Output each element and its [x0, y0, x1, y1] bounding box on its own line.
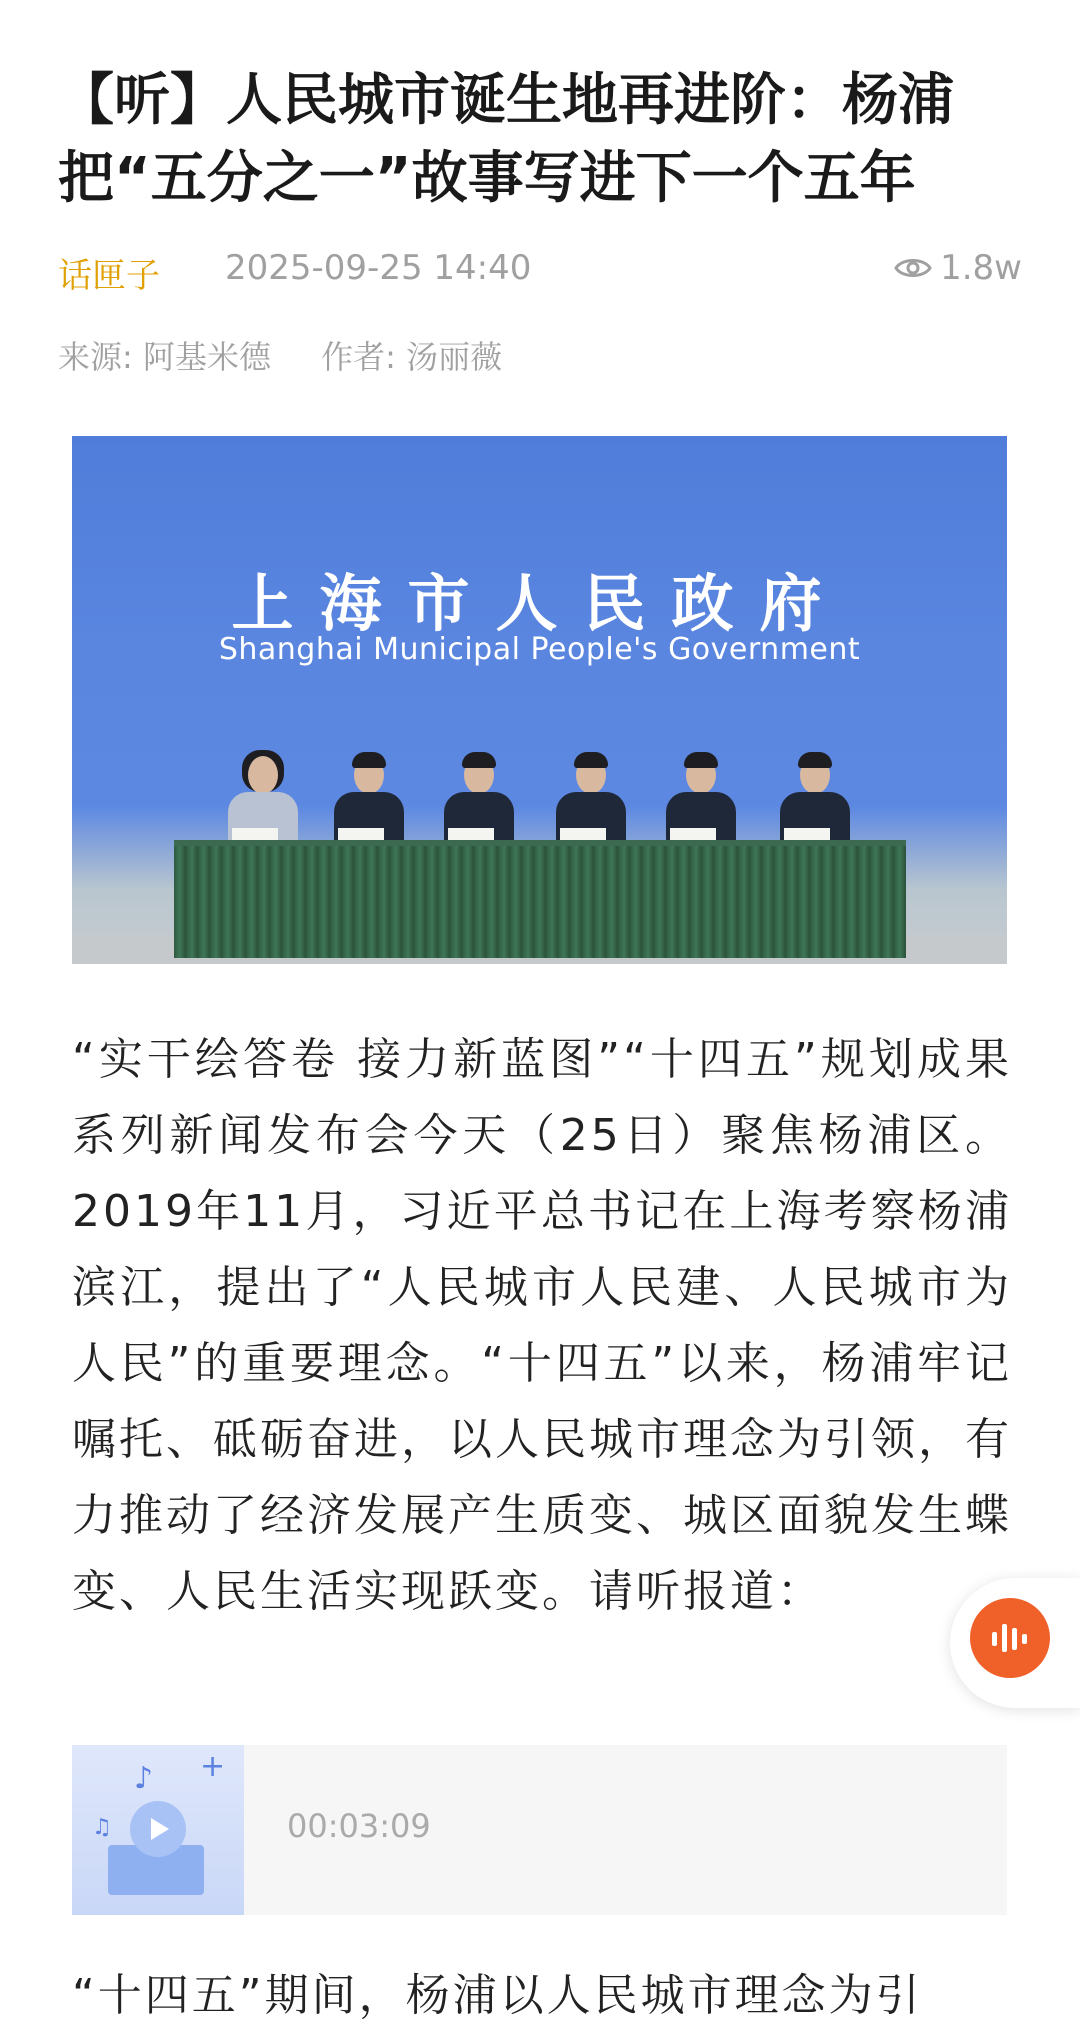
- audio-thumbnail[interactable]: [72, 1745, 244, 1915]
- channel-name[interactable]: 话匣子: [58, 256, 160, 296]
- audio-player[interactable]: [72, 1745, 1007, 1915]
- source-text: 来源: 阿基米德: [58, 338, 271, 376]
- music-note-icon: ♫: [92, 1815, 112, 1840]
- article-title: 【听】人民城市诞生地再进阶：杨浦把“五分之一”故事写进下一个五年: [58, 68, 954, 211]
- eye-icon: [894, 254, 932, 282]
- play-icon[interactable]: [130, 1801, 186, 1857]
- banner-title: 上海市人民政府: [231, 567, 848, 640]
- article-body: “实干绘答卷 接力新蓝图”“十四五”规划成果系列新闻发布会今天（25日）聚焦杨浦区。2019年11月，习近平总书记在上海考察杨浦滨江，提出了“人民城市人民建、人民城市为人民”的重要理念。“十四五”以来，杨浦牢记嘱托、砥砺奋进，以人民城市理念为引领，有力推动了经济发展产生质变、城区面貌发生蝶变、人民生活实现跃变。请听报道：: [72, 1034, 1012, 1617]
- view-count: [894, 248, 1022, 288]
- conference-table: [174, 840, 906, 958]
- view-count-value: 1.8w: [940, 248, 1022, 288]
- publish-time: 2025-09-25 14:40: [225, 248, 532, 288]
- article-meta: [58, 248, 1022, 298]
- author-text: 作者: 汤丽薇: [321, 338, 503, 376]
- banner-subtitle: Shanghai Municipal People's Government: [218, 632, 861, 667]
- music-note-icon: ♪: [134, 1761, 154, 1796]
- plus-icon: +: [200, 1749, 226, 1784]
- article-body-continued: “十四五”期间，杨浦以人民城市理念为引: [72, 1970, 923, 2021]
- audio-wave-icon: [970, 1598, 1050, 1678]
- press-conference-photo[interactable]: [72, 436, 1007, 964]
- source-line: [58, 332, 542, 378]
- audio-duration: 00:03:09: [287, 1807, 431, 1845]
- floating-audio-button[interactable]: [950, 1578, 1080, 1708]
